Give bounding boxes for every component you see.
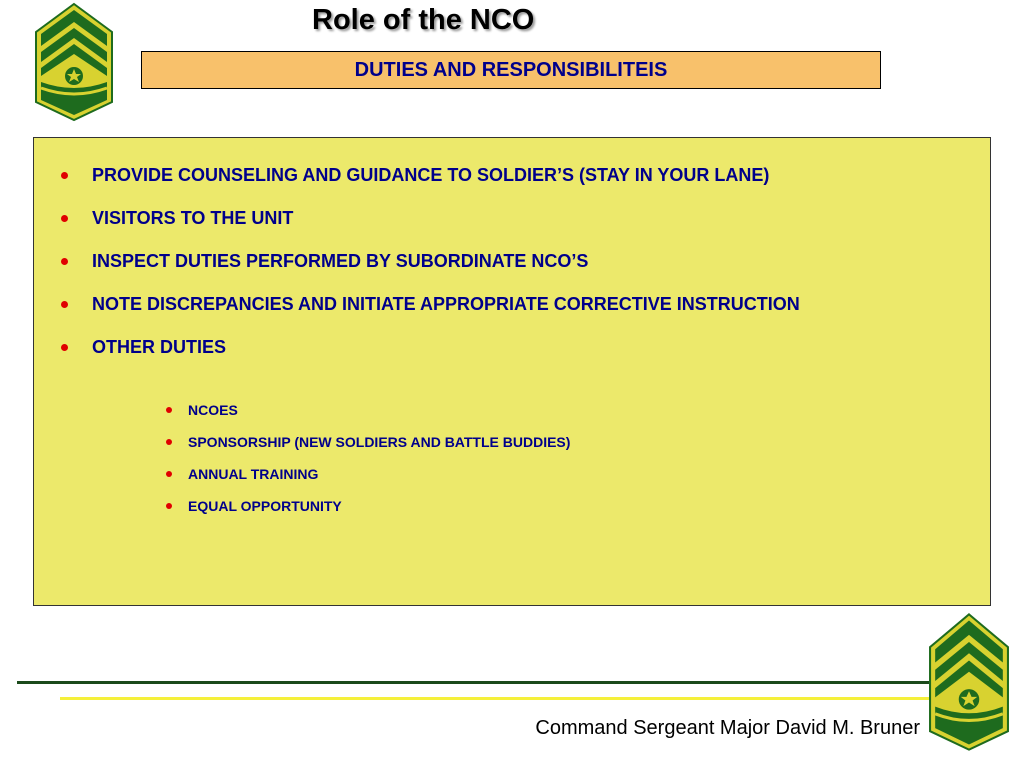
- duties-list: [34, 163, 974, 378]
- sub-list-item-text: EQUAL OPPORTUNITY: [188, 498, 342, 514]
- bullet-icon: [61, 215, 68, 222]
- slide-title: Role of the NCO: [312, 4, 535, 36]
- bullet-icon: [166, 471, 172, 477]
- list-item: [34, 292, 852, 317]
- list-item-text: OTHER DUTIES: [92, 337, 227, 357]
- bullet-icon: [61, 172, 68, 179]
- list-item-text: VISITORS TO THE UNIT: [92, 208, 294, 228]
- bullet-icon: [61, 344, 68, 351]
- sub-list-item-text: SPONSORSHIP (NEW SOLDIERS AND BATTLE BUDDIES): [188, 434, 571, 450]
- content-box: [33, 137, 991, 606]
- bullet-icon: [166, 407, 172, 413]
- footer-divider-yellow: [60, 697, 929, 700]
- bullet-icon: [166, 439, 172, 445]
- footer-divider-green: [17, 681, 929, 684]
- sub-list-item: [34, 432, 934, 464]
- other-duties-sublist: [34, 400, 934, 528]
- list-item: [34, 163, 974, 188]
- sub-list-item: [34, 496, 934, 528]
- sub-list-item: [34, 400, 934, 432]
- list-item: [34, 206, 974, 231]
- list-item-text: PROVIDE COUNSELING AND GUIDANCE TO SOLDIER’S (STAY IN YOUR LANE): [92, 165, 770, 185]
- sub-list-item: [34, 464, 934, 496]
- csm-insignia-icon-bottom: [928, 612, 1010, 752]
- bullet-icon: [61, 258, 68, 265]
- list-item-text: INSPECT DUTIES PERFORMED BY SUBORDINATE NCO’S: [92, 251, 589, 271]
- list-item: [34, 249, 974, 274]
- sub-list-item-text: NCOES: [188, 402, 238, 418]
- bullet-icon: [61, 301, 68, 308]
- list-item: [34, 335, 974, 360]
- sub-list-item-text: ANNUAL TRAINING: [188, 466, 319, 482]
- subtitle-bar: [141, 51, 881, 89]
- csm-insignia-icon-top: [34, 2, 114, 122]
- bullet-icon: [166, 503, 172, 509]
- list-item-text: NOTE DISCREPANCIES AND INITIATE APPROPRIATE CORRECTIVE INSTRUCTION: [92, 294, 800, 314]
- footer-author: Command Sergeant Major David M. Bruner: [535, 717, 920, 739]
- subtitle-text: DUTIES AND RESPONSIBILITEIS: [354, 58, 668, 81]
